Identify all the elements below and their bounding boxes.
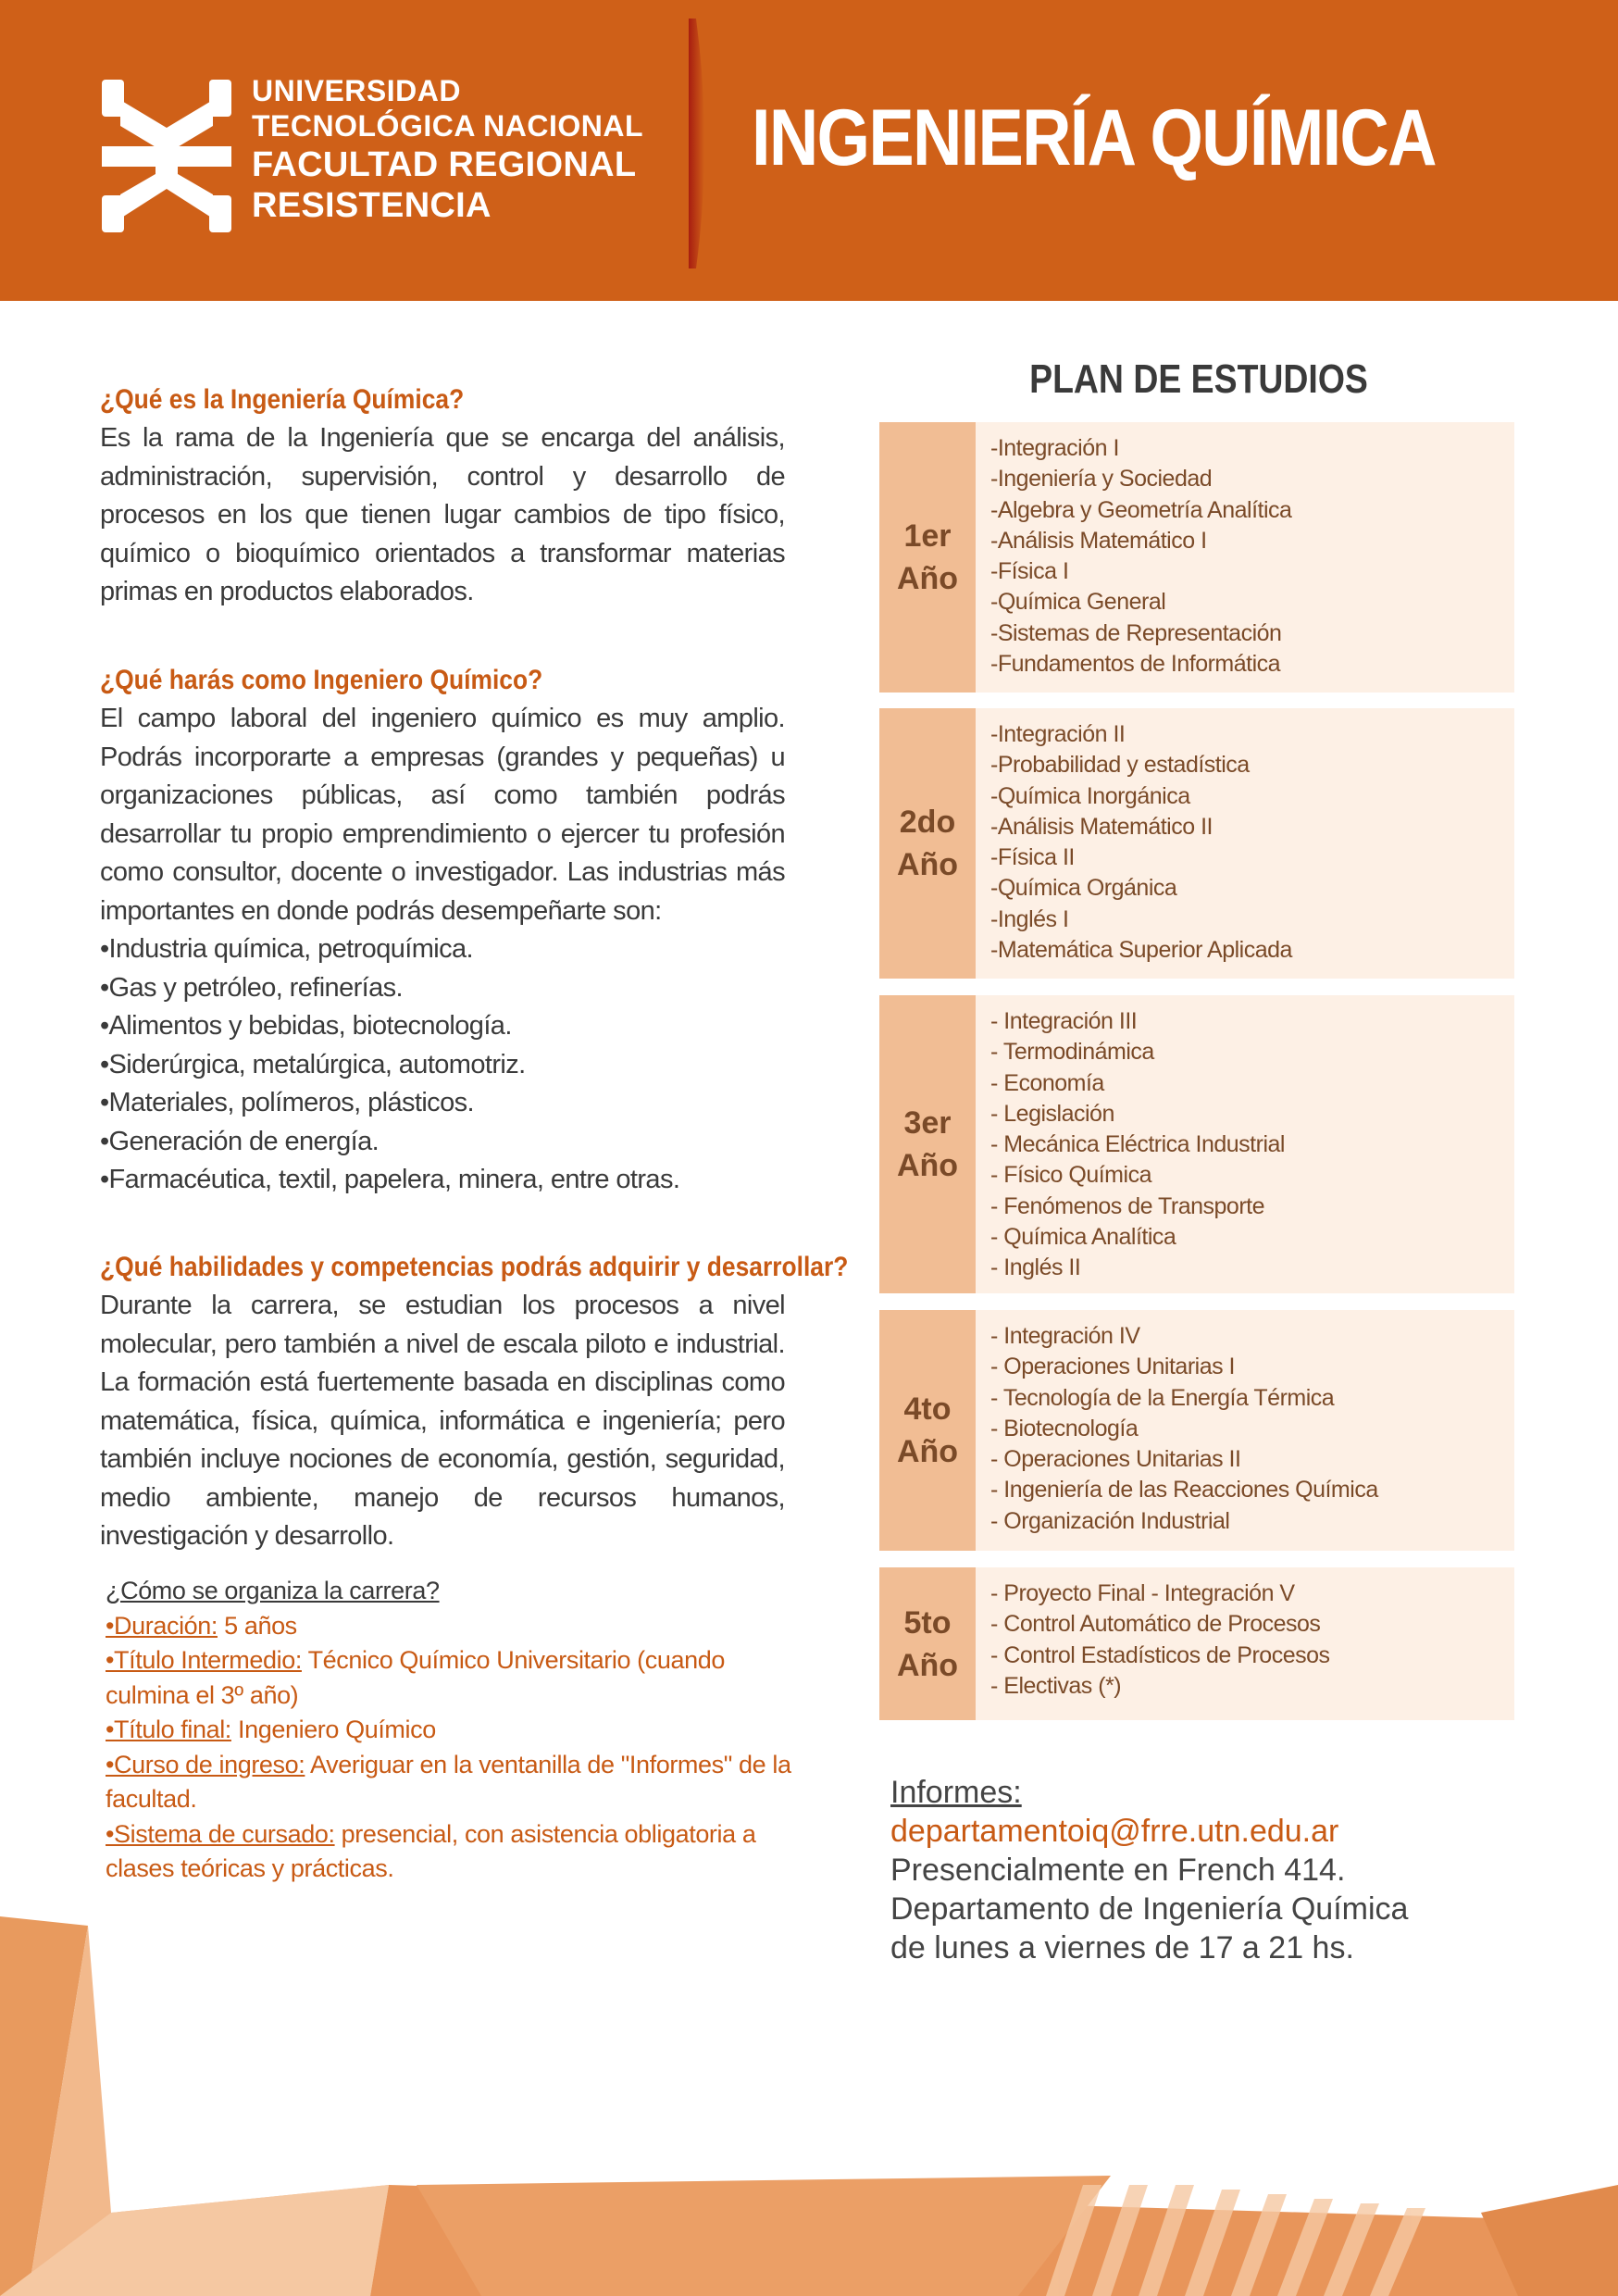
faculty-line1: FACULTAD REGIONAL (252, 144, 637, 184)
subject-item: - Físico Química (990, 1162, 1151, 1189)
year-word: Año (896, 1434, 959, 1469)
year-word: Año (896, 847, 959, 882)
header-banner (0, 0, 1618, 301)
career-title: INGENIERÍA QUÍMICA (752, 94, 1436, 182)
subject-item: - Termodinámica (990, 1039, 1154, 1066)
subject-item: -Probabilidad y estadística (990, 752, 1250, 779)
university-name (252, 74, 643, 227)
year-number: 1er (903, 518, 952, 554)
subject-item: -Algebra y Geometría Analítica (990, 496, 1292, 523)
contact-address: Presencialmente en French 414. (890, 1853, 1346, 1888)
subject-item: -Integración II (990, 721, 1126, 747)
subject-item: -Integración I (990, 435, 1119, 461)
final-title-row (106, 1713, 809, 1748)
subject-item: - Organización Industrial (990, 1507, 1230, 1534)
subject-item: - Control Automático de Procesos (990, 1611, 1321, 1638)
section-body: Es la rama de la Ingeniería que se encarga del análisis, administración, supervisión, control y desarrollo de procesos en los que tienen lugar cambios de tipo físico, químico o bioquímico orientados a transformar materias primas en productos elaborados. (100, 423, 785, 606)
subject-item: -Física II (990, 844, 1075, 871)
subject-item: - Integración III (990, 1008, 1138, 1034)
study-system-label: •Sistema de cursado: (106, 1819, 335, 1848)
final-title-label: •Título final: (106, 1716, 231, 1743)
subject-item: - Tecnología de la Energía Térmica (990, 1384, 1335, 1411)
year-label (879, 1567, 976, 1720)
year-4-box (879, 1310, 1514, 1551)
section-body: Durante la carrera, se estudian los procesos a nivel molecular, pero también a nivel de escala piloto e industrial. La formación está fuertemente basada en disciplinas como matemática, física, química, informática e ingeniería; pero también incluye nociones de economía, gestión, seguridad, medio ambiente, manejo de recursos humanos, investigación y desarrollo. (100, 1291, 785, 1551)
faculty-line2: RESISTENCIA (252, 186, 492, 226)
subject-item: -Matemática Superior Aplicada (990, 937, 1292, 964)
list-item: •Siderúrgica, metalúrgica, automotriz. (100, 1049, 526, 1079)
duration-label: •Duración: (106, 1611, 218, 1640)
subject-item: - Mecánica Eléctrica Industrial (990, 1131, 1285, 1158)
subject-item: -Inglés I (990, 905, 1069, 932)
list-item: •Gas y petróleo, refinerías. (100, 972, 404, 1003)
year-label (879, 422, 976, 693)
intermediate-title-value: Técnico Químico Universitario (cuando culmina el 3º año) (106, 1646, 725, 1709)
section-title: ¿Qué harás como Ingeniero Químico? (100, 665, 543, 695)
subject-item: - Electivas (*) (990, 1672, 1122, 1699)
year-1-box (879, 422, 1514, 693)
organization-heading: ¿Cómo se organiza la carrera? (106, 1577, 440, 1604)
subjects-list (976, 995, 1514, 1284)
subjects-list (976, 708, 1514, 966)
industries-list (100, 930, 785, 1200)
subject-item: -Ingeniería y Sociedad (990, 466, 1213, 493)
subject-item: - Proyecto Final - Integración V (990, 1580, 1295, 1606)
subject-item: - Legislación (990, 1100, 1114, 1127)
university-line2: TECNOLÓGICA NACIONAL (252, 108, 644, 143)
year-word: Año (896, 1647, 959, 1683)
subject-item: - Integración IV (990, 1323, 1140, 1349)
subject-item: - Economía (990, 1069, 1104, 1096)
list-item: •Farmacéutica, textil, papelera, minera, entre otras. (100, 1165, 680, 1194)
career-organization (106, 1574, 809, 1887)
subject-item: -Análisis Matemático II (990, 813, 1213, 840)
intermediate-title-label: •Título Intermedio: (106, 1646, 302, 1674)
subject-item: -Química Inorgánica (990, 782, 1190, 809)
subject-item: - Fenómenos de Transporte (990, 1192, 1264, 1219)
subject-item: - Biotecnología (990, 1415, 1139, 1441)
list-item: •Alimentos y bebidas, biotecnología. (100, 1011, 512, 1041)
subjects-list (976, 422, 1514, 680)
year-label (879, 708, 976, 979)
subjects-panel (976, 995, 1514, 1293)
header-divider (689, 19, 713, 268)
list-item: •Generación de energía. (100, 1126, 380, 1156)
subject-item: - Química Analítica (990, 1224, 1176, 1251)
year-number: 2do (899, 805, 956, 840)
subject-item: - Control Estadísticos de Procesos (990, 1641, 1330, 1668)
year-5-box (879, 1567, 1514, 1720)
subject-item: - Ingeniería de las Reacciones Química (990, 1477, 1378, 1504)
utn-logo-icon (102, 80, 231, 232)
section-skills (100, 1252, 849, 1556)
study-system-row (106, 1817, 809, 1887)
section-title: ¿Qué es la Ingeniería Química? (100, 384, 465, 415)
year-word: Año (896, 1148, 959, 1183)
entry-course-row (106, 1748, 809, 1817)
subject-item: -Análisis Matemático I (990, 527, 1207, 554)
subjects-panel (976, 422, 1514, 693)
duration-value: 5 años (218, 1611, 297, 1640)
contact-department: Departamento de Ingeniería Química (890, 1891, 1409, 1927)
entry-course-value: Averiguar en la ventanilla de "Informes" de la facultad. (106, 1750, 791, 1813)
year-number: 3er (903, 1105, 952, 1141)
intermediate-title-row (106, 1643, 809, 1713)
subject-item: -Fundamentos de Informática (990, 651, 1281, 678)
university-line1: UNIVERSIDAD (252, 74, 461, 107)
study-system-value: presencial, con asistencia obligatoria a clases teóricas y prácticas. (106, 1819, 756, 1882)
subject-item: - Operaciones Unitarias I (990, 1354, 1236, 1380)
year-label (879, 995, 976, 1293)
subjects-panel (976, 708, 1514, 979)
contact-hours: de lunes a viernes de 17 a 21 hs. (890, 1930, 1354, 1965)
year-number: 4to (903, 1391, 952, 1427)
section-title: ¿Qué habilidades y competencias podrás adquirir y desarrollar? (100, 1252, 849, 1282)
contact-label: Informes: (890, 1775, 1022, 1810)
contact-email-link[interactable]: departamentoiq@frre.utn.edu.ar (890, 1814, 1339, 1849)
subject-item: -Química General (990, 589, 1166, 616)
year-2-box (879, 708, 1514, 979)
section-what-will-you-do (100, 665, 785, 1200)
year-number: 5to (903, 1604, 952, 1641)
list-item: •Industria química, petroquímica. (100, 934, 473, 964)
subjects-panel (976, 1567, 1514, 1720)
subject-item: -Química Orgánica (990, 875, 1177, 902)
list-item: •Materiales, polímeros, plásticos. (100, 1088, 474, 1117)
subject-item: -Física I (990, 558, 1069, 585)
entry-course-label: •Curso de ingreso: (106, 1750, 305, 1778)
subjects-list (976, 1310, 1514, 1537)
subject-item: -Sistemas de Representación (990, 619, 1282, 646)
subjects-list (976, 1567, 1514, 1702)
final-title-value: Ingeniero Químico (230, 1716, 436, 1743)
section-body: El campo laboral del ingeniero químico es muy amplio. Podrás incorporarte a empresas (grandes y pequeñas) u organizaciones públicas, así como también podrás desarrollar tu propio emprendimiento o ejercer tu profesión como consultor, docente o investigador. Las industrias más importantes en donde podrás desempeñarte son: (100, 704, 785, 926)
section-what-is (100, 384, 785, 612)
year-3-box (879, 995, 1514, 1293)
subject-item: - Inglés II (990, 1254, 1081, 1281)
year-word: Año (896, 561, 959, 596)
duration-row (106, 1609, 809, 1644)
subjects-panel (976, 1310, 1514, 1551)
bottom-decoration (0, 1907, 1618, 2296)
year-label (879, 1310, 976, 1551)
subject-item: - Operaciones Unitarias II (990, 1446, 1241, 1473)
plan-title: PLAN DE ESTUDIOS (1029, 356, 1368, 402)
